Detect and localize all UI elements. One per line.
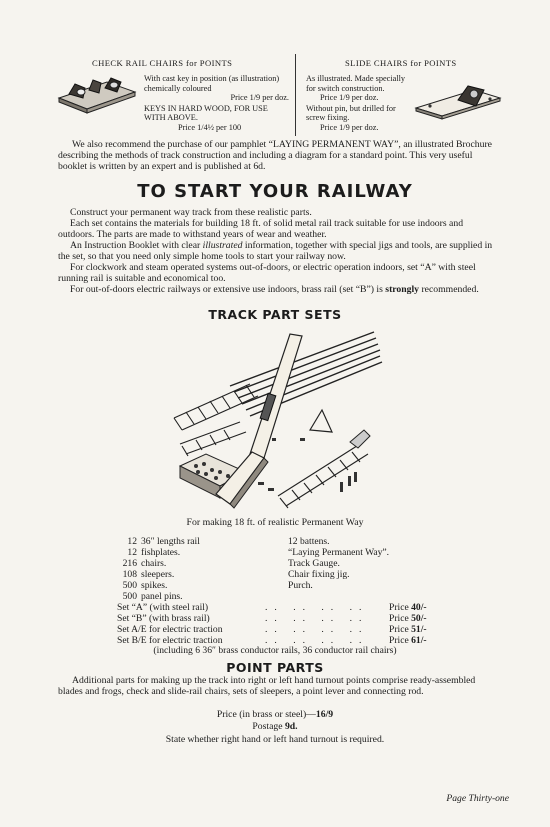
slide-chairs-desc	[306, 74, 410, 133]
postage-line	[0, 721, 550, 732]
parts-item: 36″ lengths rail	[141, 536, 200, 547]
point-price-value: 16/9	[315, 709, 334, 720]
parts-row	[117, 591, 277, 602]
parts-item: sleepers.	[141, 569, 175, 580]
set-price-label: Price	[389, 613, 412, 624]
parts-qty: 500	[122, 591, 137, 602]
intro-p5	[58, 284, 494, 295]
point-price-line	[0, 709, 550, 720]
slide-chairs-price-2: Price 1/9 per doz.	[320, 122, 379, 132]
parts-right-text: Track Gauge.	[288, 558, 340, 569]
set-price	[389, 624, 427, 635]
parts-right-item	[288, 580, 448, 591]
set-price	[389, 613, 427, 624]
parts-qty: 108	[122, 569, 137, 580]
parts-list-left	[117, 536, 277, 602]
set-price-list	[117, 602, 437, 646]
set-price-value: 61/-	[411, 635, 427, 646]
track-caption: For making 18 ft. of realistic Permanent Way	[186, 517, 364, 528]
parts-right-text: Purch.	[288, 580, 313, 591]
parts-right-text: 12 battens.	[288, 536, 330, 547]
leader-dots: .. .. .. ..	[265, 624, 369, 635]
parts-right-text: “Laying Permanent Way”.	[288, 547, 390, 558]
check-chairs-price-2: Price 1/4½ per 100	[178, 122, 242, 132]
slide-chairs-price-1: Price 1/9 per doz.	[320, 93, 379, 103]
leader-dots: .. .. .. ..	[265, 613, 369, 624]
parts-row	[117, 580, 277, 591]
check-rail-chair-illustration	[55, 72, 137, 114]
intro-p2: Each set contains the materials for building 18 ft. of solid metal rail track suitable for use indoors and outdoors. The parts are made to withstand years of wear and weather.	[58, 218, 464, 240]
set-price-row	[117, 613, 437, 624]
point-price-label: Price (in brass or steel)—	[216, 709, 316, 720]
leader-dots: .. .. .. ..	[265, 635, 369, 646]
parts-right-text: Chair fixing jig.	[288, 569, 350, 580]
slide-chairs-title: SLIDE CHAIRS for POINTS	[345, 58, 457, 68]
set-price-value: 50/-	[411, 613, 427, 624]
intro-p5-strong: strongly	[385, 284, 420, 295]
set-note: (including 6 36″ brass conductor rails, 36 conductor rail chairs)	[153, 645, 397, 656]
intro-p4: For clockwork and steam operated systems out-of-doors, or electric operation indoors, set “A” with steel running rail is suitable and economical too.	[58, 262, 476, 284]
set-name: Set “B” (with brass rail)	[117, 613, 210, 624]
intro-p5-c: recommended.	[419, 284, 479, 295]
set-price	[389, 602, 427, 613]
set-price-label: Price	[389, 624, 412, 635]
turnout-note: State whether right hand or left hand turnout is required.	[165, 734, 385, 745]
parts-qty: 12	[127, 547, 137, 558]
postage-label: Postage	[252, 721, 285, 732]
heading-start-railway: TO START YOUR RAILWAY	[137, 181, 413, 202]
parts-right-item	[288, 569, 448, 580]
parts-right-item	[288, 547, 448, 558]
intro-p3-italic: illustrated	[202, 240, 243, 251]
set-price-row	[117, 602, 437, 613]
check-chairs-desc-1: With cast key in position (as illustration) chemically coloured	[144, 74, 280, 93]
heading-track-part-sets: TRACK PART SETS	[208, 307, 342, 322]
check-chairs-desc	[144, 74, 289, 133]
set-price-label: Price	[389, 635, 412, 646]
intro-p3-c: information, together with special jigs and tools, are supplied in the set, so that you need only simple home tools to start your railway now.	[58, 240, 493, 262]
parts-item: fishplates.	[141, 547, 181, 558]
intro-p3	[58, 240, 494, 262]
set-name: Set “A” (with steel rail)	[117, 602, 209, 613]
slide-chairs-desc-2: Without pin, but drilled for screw fixing.	[306, 103, 396, 123]
pamphlet-paragraph: We also recommend the purchase of our pamphlet “LAYING PERMANENT WAY”, an illustrated Brochure describing the methods of track construction and including a diagram for a standard point. This very useful booklet is written by an expert and is published at 6d.	[58, 139, 492, 172]
parts-row	[117, 558, 277, 569]
parts-qty: 500	[122, 580, 137, 591]
set-name: Set A/E for electric traction	[117, 624, 223, 635]
heading-point-parts: POINT PARTS	[226, 660, 324, 675]
column-divider	[295, 54, 296, 136]
parts-row	[117, 569, 277, 580]
parts-row	[117, 547, 277, 558]
parts-item: spikes.	[141, 580, 168, 591]
check-chairs-desc-2: KEYS IN HARD WOOD, FOR USE WITH ABOVE.	[144, 103, 268, 123]
point-parts-paragraph: Additional parts for making up the track into right or left hand turnout points comprise ready-assembled blades and frogs, check and slide-rail chairs, sets of sleepers, a point lever and connecting rod.	[58, 675, 476, 697]
track-parts-illustration	[160, 326, 388, 510]
intro-p3-a: An Instruction Booklet with clear	[70, 240, 203, 251]
parts-qty: 12	[127, 536, 137, 547]
page-number: Page Thirty-one	[446, 793, 509, 804]
slide-chair-illustration	[414, 82, 502, 122]
leader-dots: .. .. .. ..	[265, 602, 369, 613]
check-chairs-price-1: Price 1/9 per doz.	[230, 93, 289, 103]
set-price-value: 40/-	[411, 602, 427, 613]
set-name: Set B/E for electric traction	[117, 635, 223, 646]
check-chairs-title: CHECK RAIL CHAIRS for POINTS	[92, 58, 233, 68]
parts-row	[117, 536, 277, 547]
set-price-row	[117, 624, 437, 635]
set-price-value: 51/-	[411, 624, 427, 635]
parts-item: chairs.	[141, 558, 167, 569]
parts-item: panel pins.	[141, 591, 183, 602]
parts-qty: 216	[122, 558, 137, 569]
parts-right-item	[288, 536, 448, 547]
slide-chairs-desc-1: As illustrated. Made specially for switch construction.	[306, 74, 406, 93]
intro-p5-a: For out-of-doors electric railways or extensive use indoors, brass rail (set “B”) is	[70, 284, 386, 295]
postage-value: 9d.	[284, 721, 298, 732]
set-price-label: Price	[389, 602, 412, 613]
parts-list-right	[288, 536, 448, 591]
intro-text	[58, 207, 494, 295]
intro-p1: Construct your permanent way track from these realistic parts.	[70, 207, 312, 218]
parts-right-item	[288, 558, 448, 569]
